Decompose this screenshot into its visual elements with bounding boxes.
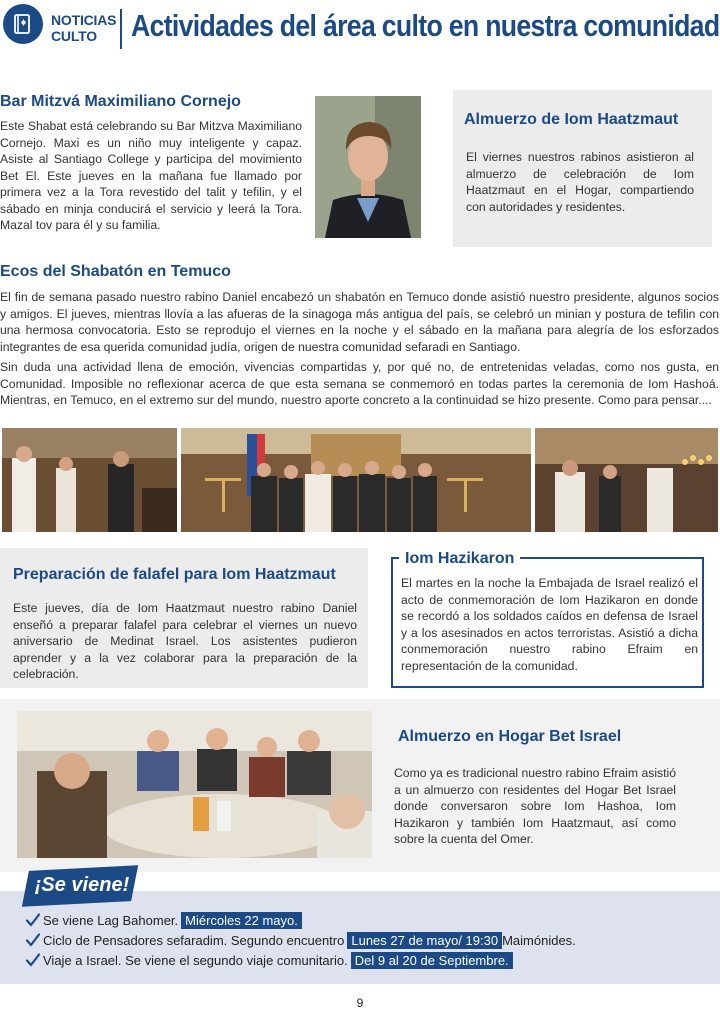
event-text-after: Maimónides.: [502, 932, 576, 948]
event-date-highlight: Del 9 al 20 de Septiembre.: [351, 952, 513, 969]
torah-book-icon: [3, 4, 43, 44]
iom-hazikaron-box: [391, 550, 704, 688]
hogar-lunch-photo: [17, 711, 372, 858]
checkmark-icon: [25, 952, 41, 968]
checkmark-icon: [25, 932, 41, 948]
event-date-highlight: Miércoles 22 mayo.: [181, 912, 302, 929]
hogar-photo-illustration: [17, 711, 372, 858]
temuco-photo-2-group: [181, 428, 531, 532]
hogar-text: Como ya es tradicional nuestro rabino Efraim asistió a un almuerzo con residentes del Hogar Bet Israel donde conversaron sobre Iom Hashoa, Iom Hazikaron y también Iom Haatzmaut, así como sobre la cuenta del Omer.: [394, 766, 676, 846]
list-item: [25, 950, 576, 970]
temuco-photo-3-illustration: [535, 428, 718, 532]
header-divider: [120, 9, 122, 49]
temuco-photo-1-illustration: [2, 428, 177, 532]
event-text: Viaje a Israel. Se viene el segundo viaje comunitario.: [43, 952, 348, 968]
se-viene-list: [25, 910, 576, 970]
section-tag-line2: CULTO: [51, 28, 97, 44]
bar-mitzva-title: Bar Mitzvá Maximiliano Cornejo: [0, 93, 241, 110]
almuerzo-iom-text: El viernes nuestros rabinos asistieron al almuerzo de celebración de Iom Haatzmaut en el Hogar, compartiendo con autoridades y residentes.: [466, 150, 694, 214]
temuco-photo-1: [2, 428, 177, 532]
almuerzo-iom-title: Almuerzo de Iom Haatzmaut: [464, 111, 679, 128]
falafel-title: Preparación de falafel para Iom Haatzmaut: [13, 566, 336, 583]
section-tag-line1: NOTICIAS: [51, 12, 117, 28]
event-text: Ciclo de Pensadores sefaradim. Segundo encuentro: [43, 932, 345, 948]
book-glyph: [11, 12, 35, 36]
page-number: 9: [356, 996, 364, 1010]
event-date-highlight: Lunes 27 de mayo/ 19:30: [347, 932, 502, 949]
almuerzo-iom-haatzmaut-box: [453, 90, 712, 247]
se-viene-badge: [26, 868, 134, 904]
falafel-box: [0, 548, 368, 688]
checkmark-icon: [25, 912, 41, 928]
hogar-bet-israel-box: [0, 699, 720, 872]
event-text: Se viene Lag Bahomer.: [43, 912, 179, 928]
iom-hazikaron-title: Iom Hazikaron: [399, 549, 520, 569]
page-title: Actividades del área culto en nuestra comunidad: [131, 8, 720, 43]
iom-hazikaron-text: El martes en la noche la Embajada de Israel realizó el acto de conmemoración de Iom Hazikaron en donde se recordó a los soldados caídos en defensa de Israel y a los asesinados en actos terroristas. Asistió a dicha conmemoración nuestro rabino Efraim en representación de la comunidad.: [401, 576, 698, 673]
list-item: [25, 930, 576, 950]
ecos-shabaton-title: Ecos del Shabatón en Temuco: [0, 263, 231, 280]
falafel-text: Este jueves, día de Iom Haatzmaut nuestro rabino Daniel enseñó a preparar falafel para celebrar el viernes un nuevo aniversario de Medinat Israel. Los asistentes pudieron aprender y a la vez colaborar para la preparación de la celebración.: [13, 601, 357, 681]
se-viene-badge-label: ¡Se viene!: [34, 874, 130, 896]
ecos-shabaton-paragraph-1: El fin de semana pasado nuestro rabino Daniel encabezó un shabatón en Temuco donde asistió nuestro presidente, algunos socios y amigos. El jueves, mientras llovía a las afueras de la sinagoga más antigua del país, se celebró un minian y postura de tefilin con una hermosa convocatoria. Esto se reprodujo el viernes en la noche y el sábado en la mañana para alegría de los esforzados integrantes de esa querida comunidad judía, origen de nuestra comunidad sefaradi en Santiago.: [0, 290, 719, 354]
hogar-title: Almuerzo en Hogar Bet Israel: [398, 728, 622, 745]
section-tag: [51, 12, 116, 44]
portrait-illustration: [315, 96, 421, 238]
ecos-shabaton-paragraph-2: Sin duda una actividad llena de emoción, vivencias compartidas y, por qué no, de entretenidas veladas, como nos gusta, en Comunidad. Imposible no reflexionar acerca de que esta semana se conmemoró en todas partes la ceremonia de Iom Hashoá. Mientras, en Temuco, en el extremo sur del mundo, nuestro aporte concreto a la continuidad se hizo presente. Como para pensar....: [0, 360, 719, 407]
bar-mitzva-text: Este Shabat está celebrando su Bar Mitzva Maximiliano Cornejo. Maxi es un niño muy inteligente y capaz. Asiste al Santiago College y participa del movimiento Bet El. Este jueves en la mañana fue llamado por primera vez a la Tora revestido del talit y tefilin, y el sábado en minja conducirá el servicio y leerá la Tora. Mazal tov para él y su familia.: [0, 119, 302, 232]
bar-mitzva-portrait-photo: [315, 96, 421, 238]
temuco-photo-3: [535, 428, 718, 532]
list-item: [25, 910, 576, 930]
temuco-photo-2-illustration: [181, 428, 531, 532]
page-header: [0, 0, 720, 56]
